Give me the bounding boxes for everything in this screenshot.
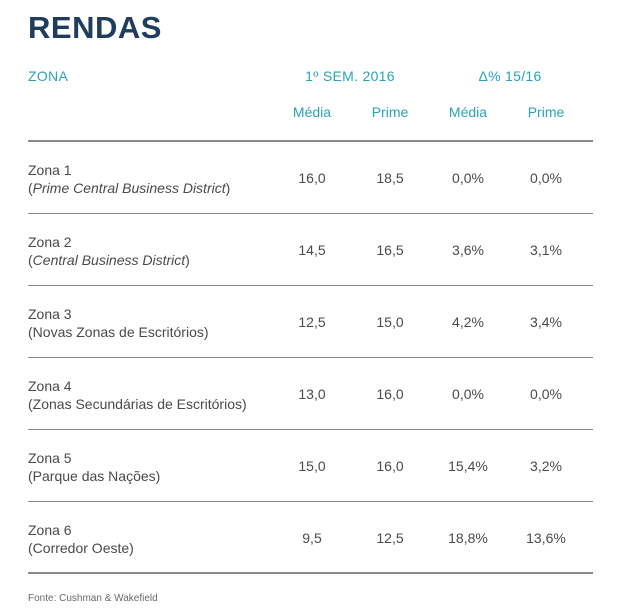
value-prime: 15,0 — [376, 314, 404, 330]
zone-name: Zona 1 — [28, 162, 72, 178]
source-note: Fonte: Cushman & Wakefield — [28, 593, 158, 604]
value-delta-prime: 0,0% — [530, 170, 562, 186]
value-media: 9,5 — [302, 530, 322, 546]
value-delta-prime: 0,0% — [530, 386, 562, 402]
value-media: 12,5 — [298, 314, 326, 330]
value-delta-media: 18,8% — [448, 530, 488, 546]
column-header-delta: Δ% 15/16 — [478, 68, 542, 84]
subheader-prime-sem: Prime — [371, 104, 409, 120]
value-media: 15,0 — [298, 458, 326, 474]
table-bottom-rule — [28, 572, 593, 574]
value-delta-prime: 3,2% — [530, 458, 562, 474]
zone-description: (Novas Zonas de Escritórios) — [28, 324, 209, 340]
zone-description: (Corredor Oeste) — [28, 540, 134, 556]
value-prime: 16,0 — [376, 458, 404, 474]
zone-name: Zona 5 — [28, 450, 72, 466]
value-delta-media: 3,6% — [452, 242, 484, 258]
value-delta-prime: 3,1% — [530, 242, 562, 258]
value-media: 16,0 — [298, 170, 326, 186]
zone-name: Zona 6 — [28, 522, 72, 538]
zone-name: Zona 3 — [28, 306, 72, 322]
zone-description: (Prime Central Business District) — [28, 180, 231, 196]
subheader-media-sem: Média — [292, 104, 332, 120]
zone-description: (Central Business District) — [28, 252, 190, 268]
zone-description: (Parque das Nações) — [28, 468, 161, 484]
value-delta-media: 0,0% — [452, 170, 484, 186]
value-delta-media: 0,0% — [452, 386, 484, 402]
table-row — [0, 501, 628, 573]
value-prime: 12,5 — [376, 530, 404, 546]
table-row — [0, 429, 628, 501]
value-delta-prime: 13,6% — [526, 530, 566, 546]
value-delta-media: 15,4% — [448, 458, 488, 474]
value-delta-media: 4,2% — [452, 314, 484, 330]
page-title: RENDAS — [28, 10, 162, 45]
table-row — [0, 141, 628, 213]
table-row — [0, 213, 628, 285]
value-delta-prime: 3,4% — [530, 314, 562, 330]
value-prime: 16,5 — [376, 242, 404, 258]
value-media: 14,5 — [298, 242, 326, 258]
value-prime: 18,5 — [376, 170, 404, 186]
value-prime: 16,0 — [376, 386, 404, 402]
zone-name: Zona 4 — [28, 378, 72, 394]
column-header-semester: 1º SEM. 2016 — [305, 68, 395, 84]
value-media: 13,0 — [298, 386, 326, 402]
subheader-media-delta: Média — [448, 104, 488, 120]
zone-name: Zona 2 — [28, 234, 72, 250]
column-header-zona: ZONA — [28, 68, 69, 84]
table-row — [0, 285, 628, 357]
subheader-prime-delta: Prime — [527, 104, 565, 120]
table-row — [0, 357, 628, 429]
zone-description: (Zonas Secundárias de Escritórios) — [28, 396, 247, 412]
